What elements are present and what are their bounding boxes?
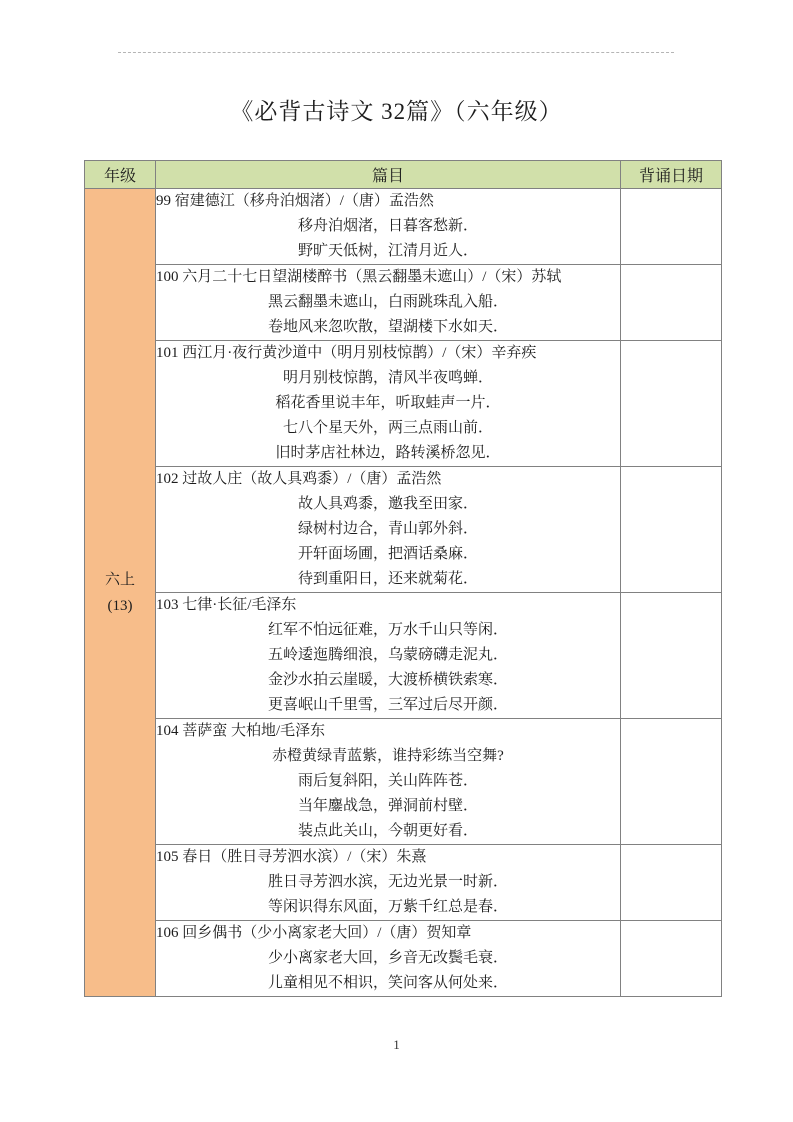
- table-header-row: [85, 161, 722, 189]
- recite-date-cell: [621, 265, 722, 341]
- poem-line: 移舟泊烟渚，日暮客愁新．: [297, 218, 478, 234]
- poem-line: 金沙水拍云崖暖，大渡桥横铁索寒．: [267, 672, 508, 688]
- table-row: [85, 265, 722, 341]
- poem-title: 101 西江月·夜行黄沙道中（明月别枝惊鹊）/（宋）辛弃疾: [156, 345, 537, 361]
- poem-line: 更喜岷山千里雪，三军过后尽开颜．: [267, 697, 508, 713]
- poem-line: 稻花香里说丰年，听取蛙声一片．: [275, 395, 501, 411]
- grade-term: 六上: [104, 571, 135, 588]
- poem-line: 待到重阳日，还来就菊花．: [297, 571, 478, 587]
- poem-cell: [156, 341, 621, 467]
- table-row: [85, 719, 722, 845]
- poem-line: 明月别枝惊鹊，清风半夜鸣蝉．: [282, 370, 493, 386]
- poem-line: 胜日寻芳泗水滨，无边光景一时新．: [267, 874, 508, 890]
- recite-date-cell: [621, 189, 722, 265]
- grade-count: (13): [107, 597, 133, 614]
- table-row: [85, 921, 722, 997]
- recite-date-cell: [621, 719, 722, 845]
- header-divider-line: [118, 52, 674, 53]
- poem-cell: [156, 719, 621, 845]
- recite-date-cell: [621, 341, 722, 467]
- poem-line: 装点此关山，今朝更好看．: [297, 823, 478, 839]
- page-number: 1: [393, 1037, 400, 1052]
- poem-line: 开轩面场圃，把酒话桑麻．: [297, 546, 478, 562]
- poem-title: 103 七律·长征/毛泽东: [156, 597, 297, 613]
- poem-line: 当年鏖战急，弹洞前村壁．: [297, 798, 478, 814]
- table-row: [85, 467, 722, 593]
- poem-cell: [156, 265, 621, 341]
- col-header-grade: 年级: [85, 161, 156, 189]
- recite-date-cell: [621, 467, 722, 593]
- poem-cell: [156, 845, 621, 921]
- poem-title: 99 宿建德江（移舟泊烟渚）/（唐）孟浩然: [156, 193, 434, 209]
- poem-title: 105 春日（胜日寻芳泗水滨）/（宋）朱熹: [156, 849, 427, 865]
- poem-line: 等闲识得东风面，万紫千红总是春．: [267, 899, 508, 915]
- poem-cell: [156, 921, 621, 997]
- col-header-recite-date: 背诵日期: [621, 161, 722, 189]
- poem-title: 102 过故人庄（故人具鸡黍）/（唐）孟浩然: [156, 471, 442, 487]
- poem-line: 雨后复斜阳，关山阵阵苍．: [297, 773, 478, 789]
- poem-line: 儿童相见不相识，笑问客从何处来．: [267, 975, 508, 991]
- recite-date-cell: [621, 593, 722, 719]
- poem-title: 104 菩萨蛮 大柏地/毛泽东: [156, 723, 326, 739]
- poem-line: 卷地风来忽吹散，望湖楼下水如天．: [267, 319, 508, 335]
- table-row: [85, 593, 722, 719]
- table-row: [85, 845, 722, 921]
- poem-line: 五岭逶迤腾细浪，乌蒙磅礴走泥丸．: [267, 647, 508, 663]
- poem-line: 故人具鸡黍，邀我至田家．: [297, 496, 478, 512]
- poem-line: 旧时茅店社林边，路转溪桥忽见．: [275, 445, 501, 461]
- recite-date-cell: [621, 845, 722, 921]
- poem-line: 野旷天低树，江清月近人．: [297, 243, 478, 259]
- poem-title: 106 回乡偶书（少小离家老大回）/（唐）贺知章: [156, 925, 472, 941]
- poem-line: 红军不怕远征难，万水千山只等闲．: [267, 622, 508, 638]
- poem-line: 绿树村边合，青山郭外斜．: [297, 521, 478, 537]
- poem-line: 七八个星天外，两三点雨山前．: [282, 420, 493, 436]
- document-title: 《必背古诗文 32篇》（六年级）: [230, 99, 563, 124]
- poem-line: 少小离家老大回，乡音无改鬓毛衰．: [267, 950, 508, 966]
- table-row: [85, 341, 722, 467]
- table-row: [85, 189, 722, 265]
- col-header-piece: 篇目: [156, 161, 621, 189]
- recite-date-cell: [621, 921, 722, 997]
- grade-cell: [85, 189, 156, 997]
- poem-cell: [156, 467, 621, 593]
- poem-cell: [156, 189, 621, 265]
- poem-line: 黑云翻墨未遮山，白雨跳珠乱入船．: [267, 294, 508, 310]
- poems-table: [84, 160, 722, 997]
- poem-title: 100 六月二十七日望湖楼醉书（黑云翻墨未遮山）/（宋）苏轼: [156, 269, 562, 285]
- poem-line: 赤橙黄绿青蓝紫，谁持彩练当空舞?: [272, 748, 504, 764]
- poem-cell: [156, 593, 621, 719]
